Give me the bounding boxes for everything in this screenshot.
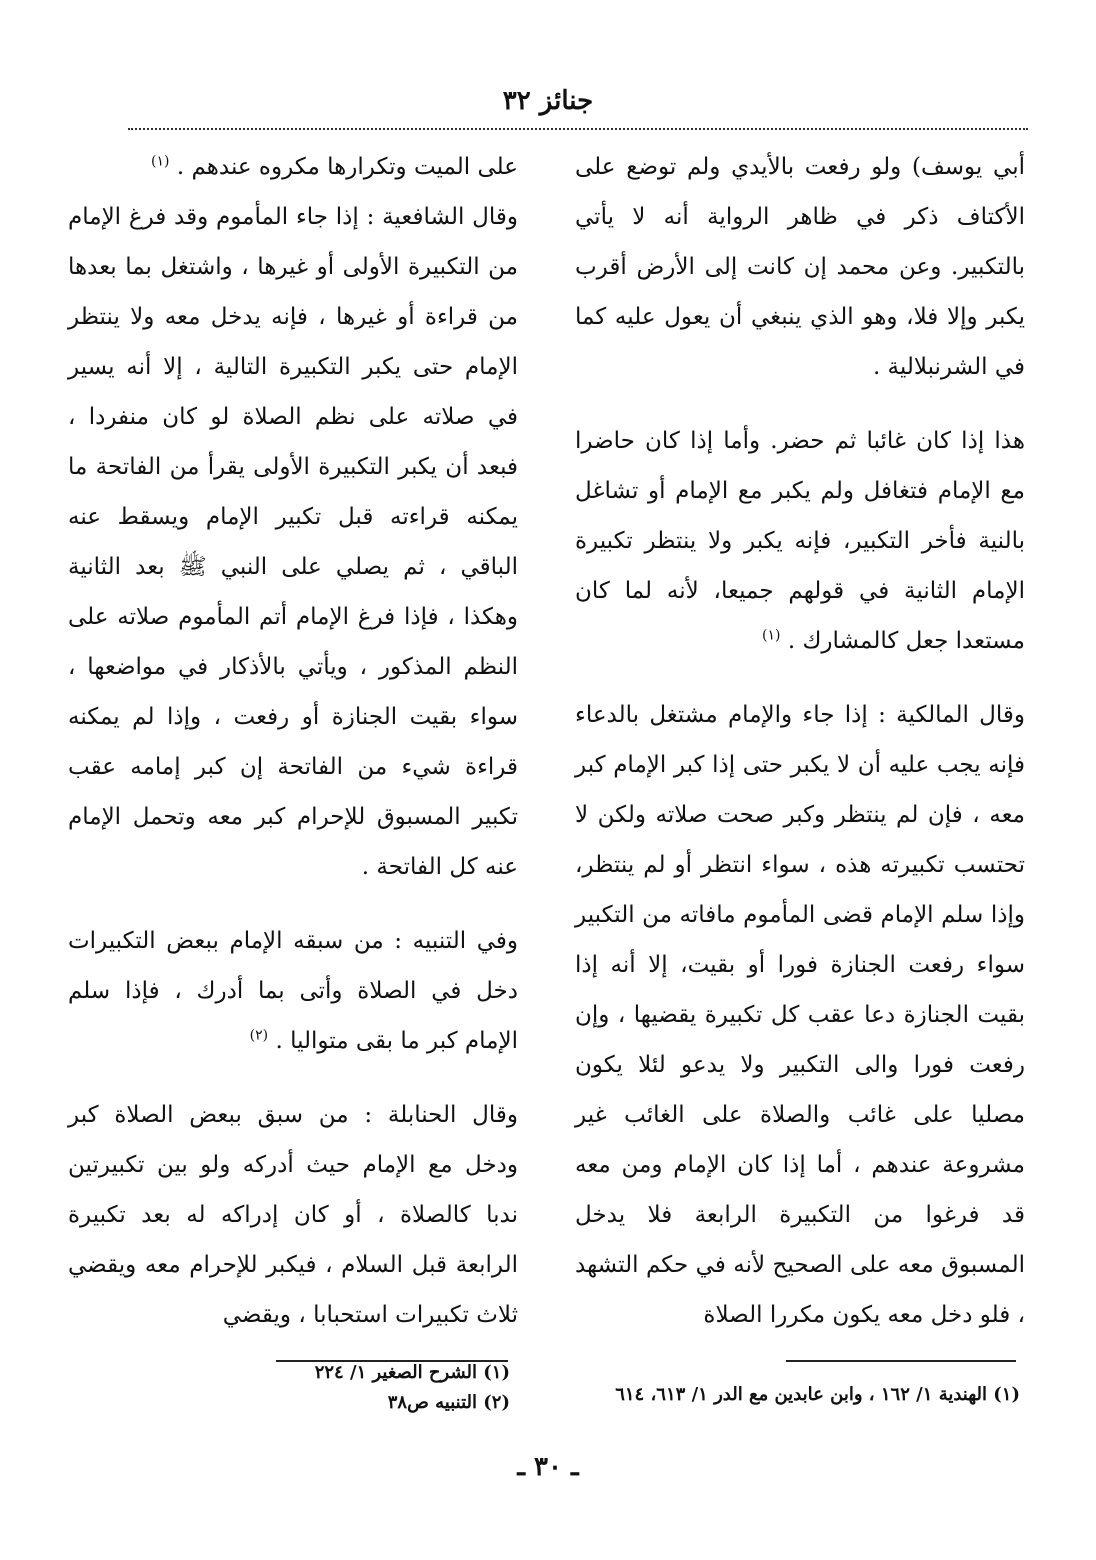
footnote-marker: (١) [151,153,170,170]
paragraph: وفي التنبيه : من سبقه الإمام ببعض التكبيرات دخل في الصلاة وأتى بما أدرك ، فإذا سلم الإمام كبر ما بقى متواليا . $^{(٢)}$ [68,928,518,1054]
paragraph: وقال الشافعية : إذا جاء المأموم وقد فرغ الإمام من التكبيرة الأولى أو غيرها ، واشتغل بما بعدها من قراءة أو غيرها ، فإنه يدخل معه ولا ينتظر الإمام حتى يكبر التكبيرة التالية ، إلا أنه يسير في صلاته على نظم الصلاة لو كان منفردا ، فبعد أن يكبر التكبيرة الأولى يقرأ من الفاتحة ما يمكنه قراءته قبل تكبير الإمام ويسقط عنه الباقي ، ثم يصلي على النبي ﷺ بعد الثانية وهكذا ، فإذا فرغ الإمام أتم المأموم صلاته على النظم المذكور ، ويأتي بالأذكار في مواضعها ، سواء بقيت الجنازة أو رفعت ، وإذا لم يمكنه قراءة شيء من الفاتحة إن كبر إمامه عقب تكبير المسبوق للإحرام كبر معه وتحمل الإمام عنه كل الفاتحة . [68,204,518,880]
footnote-rule-right [786,1360,1016,1362]
left-column [68,142,518,1340]
paragraph: وقال الحنابلة : من سبق ببعض الصلاة كبر ودخل مع الإمام حيث أدركه ولو بين تكبيرتين ندبا كالصلاة ، أو كان إدراكه له بعد تكبيرة الرابعة قبل السلام ، فيكبر للإحرام معه ويقضي ثلاث تكبيرات استحبابا ، ويقضي [68,1102,518,1328]
footnotes-right [560,1380,1020,1410]
paragraph: على الميت وتكرارها مكروه عندهم . $^{(١)}$ [151,153,518,180]
paragraph: هذا إذا كان غائبا ثم حضر. وأما إذا كان حاضرا مع الإمام فتغافل ولم يكبر مع الإمام أو تشاغل بالنية فأخر التكبير، فإنه يكبر ولا ينتظر تكبيرة الإمام الثانية في قولهم جميعا، لأنه لما كان مستعدا جعل كالمشارك . $^{(١)}$ [575,428,1025,654]
page-number: ـ ٣٠ ـ [517,1452,579,1482]
footnotes-left [260,1358,510,1418]
page-header: جنائز ٣٢ [502,86,594,116]
footnote-marker: (٢) [249,1027,269,1044]
footnote: (١) الشرح الصغير ١/ ٢٢٤ [314,1362,510,1383]
footnote-marker: (١) [762,627,781,644]
footnote: (١) الهندية ١/ ١٦٢ ، وابن عابدين مع الدر ١/ ٦١٣، ٦١٤ [615,1384,1020,1405]
header-dotted-rule [128,128,1028,130]
footnote: (٢) التنبيه ص٣٨ [387,1392,510,1413]
paragraph: أبي يوسف) ولو رفعت بالأيدي ولم توضع على الأكتاف ذكر في ظاهر الرواية أنه لا يأتي بالتكبير. وعن محمد إن كانت إلى الأرض أقرب يكبر وإلا فلا، وهو الذي ينبغي أن يعول عليه كما في الشرنبلالية . [575,154,1025,380]
right-column [575,142,1025,1340]
paragraph: وقال المالكية : إذا جاء والإمام مشتغل بالدعاء فإنه يجب عليه أن لا يكبر حتى إذا كبر الإمام كبر معه ، فإن لم ينتظر وكبر صحت صلاته ولكن لا تحتسب تكبيرته هذه ، سواء انتظر أو لم ينتظر، وإذا سلم الإمام قضى المأموم مافاته من التكبير سواء رفعت الجنازة فورا أو بقيت، إلا أنه إذا بقيت الجنازة دعا عقب كل تكبيرة يقضيها ، وإن رفعت فورا والى التكبير ولا يدعو لئلا يكون مصليا على غائب والصلاة على الغائب غير مشروعة عندهم ، أما إذا كان الإمام ومن معه قد فرغوا من التكبيرة الرابعة فلا يدخل المسبوق معه على الصحيح لأنه في حكم التشهد ، فلو دخل معه يكون مكررا الصلاة [575,702,1025,1328]
